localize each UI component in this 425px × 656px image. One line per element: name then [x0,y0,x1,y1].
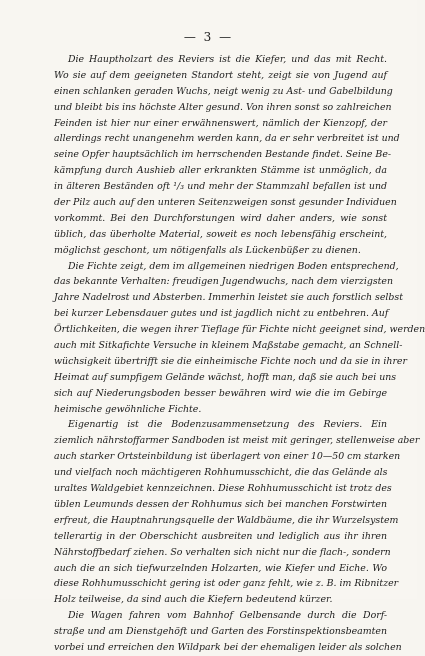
text-line: das bekannte Verhalten: freudigen Jugendwuchs, nach dem vierzigsten [54,276,393,288]
text-line: und bleibt bis ins höchste Alter gesund. Von ihren sonst so zahlreichen [54,101,392,113]
page-number: — 3 — [183,30,234,44]
text-line: Eigenartig ist die Bodenzusammensetzung des Reviers. Ein [68,419,387,431]
text-line: Jahre Nadelrost und Absterben. Immerhin leistet sie auch forstlich selbst [54,292,403,304]
text-line: Heimat auf sumpfigem Gelände wächst, hofft man, daß sie auch bei uns [54,371,397,383]
text-line: Nährstoffbedarf ziehen. So verhalten sich nicht nur die flach-, sondern [54,546,391,558]
text-line: straße und am Dienstgehöft und Garten des Forstinspektionsbeamten [54,626,387,638]
text-line: auch starker Ortsteinbildung ist überlagert von einer 10—50 cm starken [54,451,401,463]
body-text [54,52,425,656]
text-line: Feinden ist hier nur einer erwähnenswert, nämlich der Kienzopf, der [54,117,387,129]
text-line: wüchsigkeit übertrifft sie die einheimische Fichte noch und da sie in ihrer [54,355,407,367]
paragraph [54,259,425,418]
text-line: seine Opfer hauptsächlich im herrschenden Bestande findet. Seine Be- [54,149,392,161]
text-line: und vielfach noch mächtigeren Rohhumusschicht, die das Gelände als [54,467,388,479]
paragraph [54,52,400,259]
text-line: kämpfung durch Aushieb aller erkrankten Stämme ist unmöglich, da [54,165,387,177]
text-line: Die Fichte zeigt, dem im allgemeinen niedrigen Boden entsprechend, [68,260,399,272]
text-line: üblen Leumunds dessen der Rohhumus sich bei manchen Forstwirten [54,498,387,510]
text-line: uraltes Waldgebiet kennzeichnen. Diese Rohhumusschicht ist trotz des [54,483,392,495]
text-line: üblich, das überholte Material, soweit es noch lebensfähig erscheint, [54,228,387,240]
text-line: heimische gewöhnliche Fichte. [54,403,202,415]
text-line: einen schlanken geraden Wuchs, neigt wenig zu Ast- und Gabelbildung [54,85,393,97]
text-line: Die Wagen fahren vom Bahnhof Gelbensande durch die Dorf- [68,610,387,622]
paragraph [54,417,420,608]
text-line: auch die an sich tiefwurzelnden Holzarten, wie Kiefer und Eiche. Wo [54,562,387,574]
text-line: Die Hauptholzart des Reviers ist die Kiefer, und das mit Recht. [68,54,387,65]
text-line: vorbei und erreichen den Wildpark bei der ehemaligen leider als solchen [54,641,402,653]
text-line: erfreut, die Hauptnahrungsquelle der Waldbäume, die ihr Wurzelsystem [54,514,399,526]
text-line: vorkommt. Bei den Durchforstungen wird daher anders, wie sonst [54,212,387,224]
text-line: in älteren Beständen oft ¹/₃ und mehr der Stammzahl befallen ist und [54,181,387,193]
text-line: tellerartig in der Oberschicht ausbreiten und lediglich aus ihr ihren [54,530,387,542]
text-line: sich auf Niederungsboden besser bewähren wird wie die im Gebirge [54,387,387,399]
text-line: Örtlichkeiten, die wegen ihrer Tieflage für Fichte nicht geeignet sind, werden [54,324,425,336]
text-line: Holz teilweise, da sind auch die Kiefern bedeutend kürzer. [54,594,333,606]
text-line: der Pilz auch auf den unteren Seitenzweigen sonst gesunder Individuen [54,197,397,209]
text-line: ziemlich nährstoffarmer Sandboden ist meist mit geringer, stellenweise aber [54,435,420,447]
text-line: Wo sie auf dem geeigneten Standort steht, zeigt sie von Jugend auf [54,69,387,81]
text-line: diese Rohhumusschicht gering ist oder ganz fehlt, wie z. B. im Ribnitzer [54,578,399,590]
text-line: bei kurzer Lebensdauer gutes und ist jagdlich nicht zu entbehren. Auf [54,308,389,320]
paragraph [54,608,402,656]
text-line: auch mit Sitkafichte Versuche in kleinem Maßstabe gemacht, an Schnell- [54,340,403,352]
text-line: möglichst geschont, um nötigenfalls als Lückenbüßer zu dienen. [54,244,361,256]
text-line: allerdings recht unangenehm werden kann, da er sehr verbreitet ist und [54,133,400,145]
